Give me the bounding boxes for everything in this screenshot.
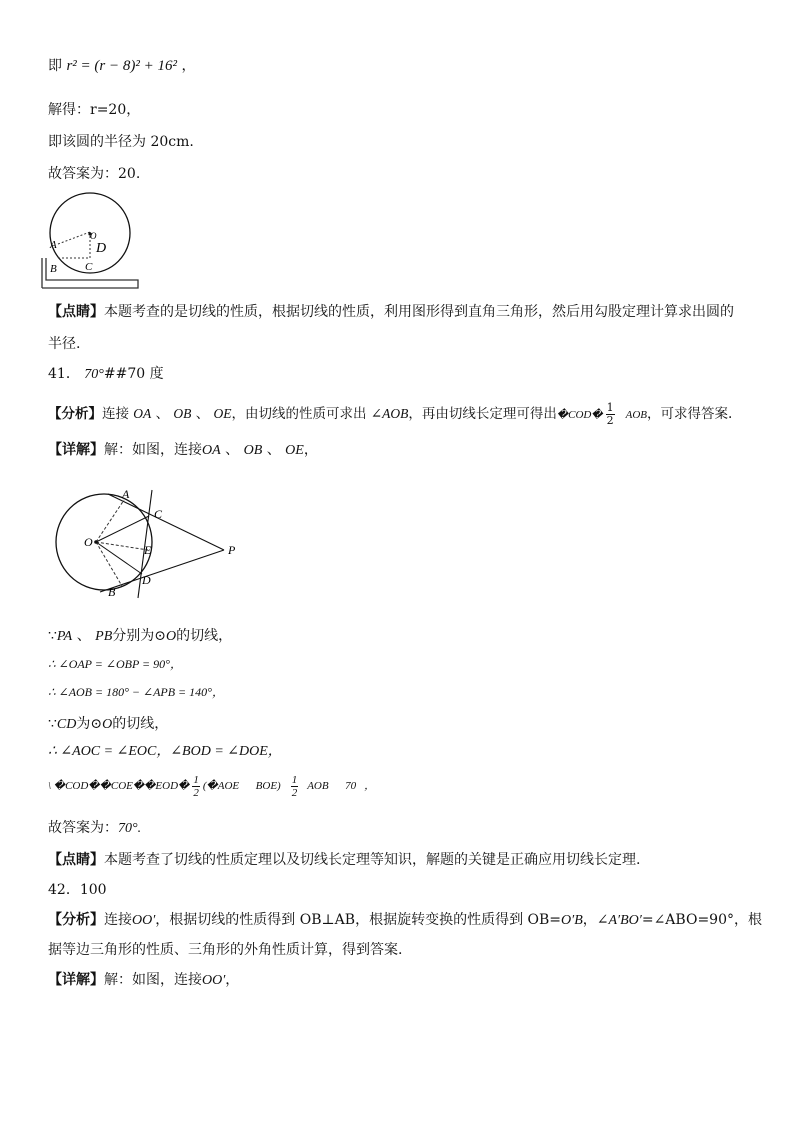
xiangjie-text: 解：如图，连接 — [104, 442, 202, 458]
comma: ， — [364, 780, 376, 793]
fenxi-text: 连接 — [104, 912, 132, 928]
equation-line — [48, 56, 760, 76]
fraction-half — [606, 402, 615, 427]
text-prefix: 即 — [48, 58, 62, 74]
fenxi-text-b: ，由切线的性质可求出 — [231, 406, 367, 422]
proof-line-6 — [48, 774, 760, 799]
line-od — [96, 542, 142, 574]
q41-detail — [48, 440, 760, 461]
fenxi-text-d: ，可求得答案. — [647, 406, 733, 422]
q41-number: 41． — [48, 366, 80, 382]
frac-den: 2 — [193, 787, 199, 799]
label-e: E — [144, 543, 152, 557]
label-o: O — [84, 535, 93, 549]
dashed-ob — [96, 542, 122, 586]
seg-oa: OA — [133, 406, 152, 421]
proof-text: 分别为⊙ — [112, 628, 166, 644]
xiangjie-tag: 【详解】 — [48, 442, 104, 458]
seg-oo-prime: OO′ — [202, 973, 226, 988]
comma: ， — [169, 657, 182, 671]
circle-o-name: O — [102, 717, 113, 732]
fenxi-text: ，根据切线的性质得到 OB⊥AB，根据旋转变换的性质得到 OB= — [155, 912, 562, 928]
circle-step-figure — [40, 190, 150, 290]
dianjing-tag: 【点睛】 — [48, 852, 104, 868]
seg-pb: PB — [95, 629, 113, 644]
label-p: P — [228, 543, 236, 557]
q42-header: 42．100 — [48, 882, 107, 898]
seg-oe: OE — [213, 406, 232, 421]
seg-oo-prime: OO′ — [132, 913, 156, 928]
dianjing-tag: 【点睛】 — [48, 304, 104, 320]
proof-line-5: ∴ ∠AOC = ∠EOC，∠BOD = ∠DOE， — [48, 744, 282, 759]
seg-ob: OB — [243, 443, 263, 458]
sep: 、 — [266, 442, 281, 458]
seg-o-prime-b: O′B — [561, 913, 583, 928]
dashed-oe — [96, 542, 148, 550]
angle-aob: ∠AOB — [370, 406, 409, 421]
seg-oe: OE — [285, 443, 304, 458]
frac-den: 2 — [606, 414, 614, 427]
because-sign: ∵ — [48, 628, 57, 644]
proof-eq-3: ∴ ∠AOB = 180° − ∠APB = 140° — [48, 685, 212, 699]
label-c: C — [85, 261, 93, 273]
proof-eq-2: ∴ ∠OAP = ∠OBP = 90° — [48, 657, 170, 671]
angle-aob-2: AOB — [625, 409, 648, 421]
tangent-figure — [52, 486, 252, 606]
q41-answer: ##70 度 — [103, 366, 164, 382]
q42-detail — [48, 970, 760, 991]
fenxi-text: ， — [582, 912, 597, 928]
fenxi-tag: 【分析】 — [48, 912, 104, 928]
fenxi-text-c: ，再由切线长定理可得出 — [408, 406, 557, 422]
proof-line-3 — [48, 682, 760, 702]
comma: ， — [303, 442, 318, 458]
seg-ob: OB — [173, 406, 192, 421]
seg-cd: CD — [56, 717, 77, 732]
label-b: B — [50, 263, 57, 275]
proof-text: 为⊙ — [76, 716, 103, 732]
proof-text: 的切线， — [176, 628, 233, 644]
q42-analysis-2: 据等边三角形的性质、三角形的外角性质计算，得到答案. — [48, 942, 403, 958]
dianjing-line-2: 半径. — [48, 336, 81, 352]
proof-line-2 — [48, 654, 760, 674]
q41-header — [48, 364, 760, 385]
proof-eq-6a: \ �COD��COE��EOD� — [48, 780, 190, 793]
fenxi-text: =∠ABO=90°，根 — [641, 912, 762, 928]
q41-analysis — [48, 402, 760, 427]
seg-pa: PA — [56, 629, 73, 644]
line-oc — [96, 516, 149, 542]
radius-equation: r² = (r − 8)² + 16² — [66, 58, 177, 74]
xiangjie-tag: 【详解】 — [48, 972, 104, 988]
sep: 、 — [225, 442, 240, 458]
proof-eq-6b: (�AOE BOE) — [202, 780, 281, 793]
answer-value: 70°. — [118, 821, 142, 836]
proof-eq-6c: AOB 70 — [307, 780, 357, 793]
because-sign: ∵ — [48, 716, 57, 732]
dianjing-text: 本题考查的是切线的性质，根据切线的性质，利用图形得到直角三角形，然后用勾股定理计算求出圆的 — [104, 304, 734, 320]
label-b: B — [108, 585, 116, 599]
q41-angle: 70° — [84, 367, 104, 382]
sep: 、 — [155, 406, 170, 422]
frac-num: 1 — [193, 774, 199, 786]
angle-cod: �COD� — [556, 409, 603, 421]
frac-num: 1 — [291, 774, 298, 786]
label-d: D — [142, 573, 151, 587]
frac-den: 2 — [291, 787, 298, 799]
q41-dianjing — [48, 850, 760, 870]
comma: ， — [211, 685, 224, 699]
sep: 、 — [195, 406, 210, 422]
label-d: D — [96, 241, 107, 256]
label-o: O — [90, 231, 97, 241]
solve-line: 解得：r=20， — [48, 102, 141, 118]
circle-o-name: O — [165, 629, 177, 644]
center-o — [94, 540, 98, 544]
fraction-half — [192, 774, 200, 799]
dashed-oa — [96, 500, 124, 542]
line-ap — [108, 494, 224, 550]
dianjing-text: 本题考查了切线的性质定理以及切线长定理等知识，解题的关键是正确应用切线长定理. — [104, 852, 641, 868]
proof-line-4 — [48, 714, 760, 735]
q41-answer-line — [48, 818, 760, 839]
q42-analysis-1 — [48, 910, 760, 931]
proof-line-1 — [48, 626, 760, 647]
xiangjie-text: 解：如图，连接 — [104, 972, 202, 988]
frac-num: 1 — [606, 401, 614, 414]
sep: 、 — [76, 628, 91, 644]
fenxi-tag: 【分析】 — [48, 406, 102, 422]
angle-a-prime-b-o-prime: ∠A′BO′ — [596, 913, 642, 928]
label-a: A — [122, 487, 130, 501]
label-a: A — [50, 239, 57, 251]
proof-text: 的切线， — [112, 716, 169, 732]
fenxi-text-a: 连接 — [102, 406, 129, 422]
line-bp — [100, 550, 224, 592]
answer-label: 故答案为： — [48, 820, 118, 836]
answer-line: 故答案为：20. — [48, 166, 141, 182]
text-suffix: ， — [181, 58, 196, 74]
dianjing-line-1 — [48, 302, 760, 322]
radius-result-line: 即该圆的半径为 20cm. — [48, 134, 194, 150]
dashed-ao — [58, 232, 90, 244]
comma: ， — [225, 972, 240, 988]
seg-oa: OA — [202, 443, 221, 458]
fraction-half — [291, 774, 299, 799]
label-c: C — [154, 507, 163, 521]
